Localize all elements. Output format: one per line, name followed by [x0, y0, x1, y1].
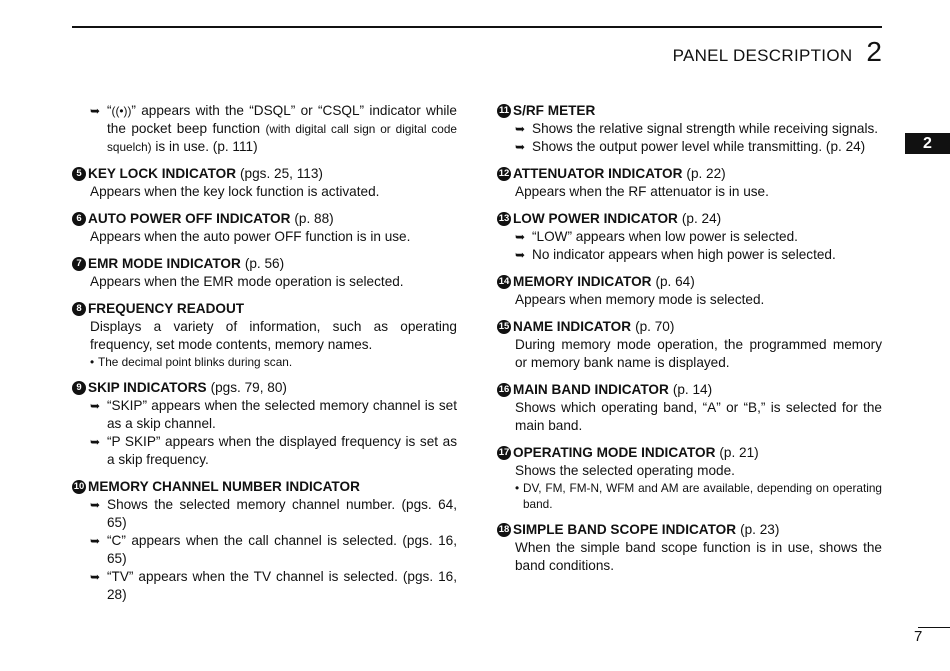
- section-heading: [72, 255, 457, 273]
- section-title: SIMPLE BAND SCOPE INDICATOR: [513, 522, 737, 537]
- section-number-badge: 5: [72, 167, 86, 181]
- section-title: MEMORY INDICATOR: [513, 274, 652, 289]
- page-reference: (pgs. 25, 113): [240, 166, 323, 181]
- page-number: 7: [914, 628, 923, 645]
- page-reference: (p. 22): [686, 166, 726, 181]
- section-title: MEMORY CHANNEL NUMBER INDICATOR: [88, 479, 360, 494]
- section-8: [72, 300, 457, 370]
- bullet-item: [497, 120, 882, 138]
- section-number-badge: 7: [72, 257, 86, 271]
- section-body: Shows which operating band, “A” or “B,” is selected for the main band.: [515, 400, 882, 433]
- bullet-item: [497, 228, 882, 246]
- section-title: KEY LOCK INDICATOR: [88, 166, 237, 181]
- page-reference: (p. 14): [672, 382, 713, 397]
- bullet-item: [72, 532, 457, 568]
- section-body: Appears when the auto power OFF function is in use.: [90, 229, 411, 244]
- pocket-beep-text: “((•))” appears with the “DSQL” or “CSQL” indicator while the pocket beep function (with digital call sign or digital code squelch) is in use. (p. 111): [107, 103, 457, 154]
- section-heading: [497, 444, 882, 462]
- bullet-text: No indicator appears when high power is selected.: [532, 247, 836, 262]
- section-title: ATTENUATOR INDICATOR: [513, 166, 683, 181]
- page-number-rule: [918, 627, 950, 628]
- chapter-number: 2: [866, 36, 882, 67]
- pocket-beep-icon: ((•)): [111, 104, 132, 118]
- section-note: [497, 480, 882, 512]
- page-reference: (pgs. 79, 80): [210, 380, 287, 395]
- arrow-bullet-icon: ➥: [90, 498, 101, 512]
- bullet-text: “P SKIP” appears when the displayed frequency is set as a skip frequency.: [107, 434, 457, 467]
- left-sections: [72, 165, 457, 604]
- right-column: [497, 102, 882, 584]
- section-number-badge: 18: [498, 524, 510, 535]
- section-title: FREQUENCY READOUT: [88, 301, 245, 316]
- bullet-item: [72, 496, 457, 532]
- section-body: Appears when the RF attenuator is in use.: [515, 184, 769, 199]
- section-number-badge: 6: [72, 212, 86, 226]
- chapter-tab: 2: [905, 133, 950, 154]
- pocket-beep-note: [72, 102, 457, 156]
- arrow-bullet-icon: ➥: [515, 248, 526, 262]
- section-heading: [497, 521, 882, 539]
- bullet-item: [72, 397, 457, 433]
- section-15: [497, 318, 882, 372]
- section-title: SKIP INDICATORS: [88, 380, 207, 395]
- header-rule: [72, 26, 882, 28]
- bullet-text: Shows the selected memory channel number. (pgs. 64, 65): [107, 497, 457, 530]
- arrow-bullet-icon: ➥: [515, 140, 526, 154]
- section-7: [72, 255, 457, 291]
- section-body: Displays a variety of information, such as operating frequency, set mode contents, memory names.: [90, 319, 457, 352]
- page-reference: (p. 24): [681, 211, 722, 226]
- section-number-badge: 17: [498, 447, 510, 458]
- section-title: AUTO POWER OFF INDICATOR: [88, 211, 291, 226]
- bullet-text: Shows the relative signal strength while receiving signals.: [532, 121, 879, 136]
- section-heading: [72, 379, 457, 397]
- bullet-text: “C” appears when the call channel is selected. (pgs. 16, 65): [107, 533, 457, 566]
- bullet-text: “SKIP” appears when the selected memory channel is set as a skip channel.: [107, 398, 457, 431]
- bullet-text: Shows the output power level while transmitting. (p. 24): [532, 139, 866, 154]
- bullet-text: “LOW” appears when low power is selected.: [532, 229, 798, 244]
- section-body: Appears when the key lock function is activated.: [90, 184, 380, 199]
- section-heading: [72, 210, 457, 228]
- page-reference: (p. 70): [635, 319, 675, 334]
- page-header: [673, 36, 882, 68]
- section-heading: [72, 165, 457, 183]
- page-reference: (p. 23): [740, 522, 780, 537]
- section-body: Appears when memory mode is selected.: [515, 292, 765, 307]
- section-14: [497, 273, 882, 309]
- section-heading: [497, 165, 882, 183]
- section-16: [497, 381, 882, 435]
- section-heading: [72, 478, 457, 496]
- section-heading: [497, 381, 882, 399]
- arrow-bullet-icon: ➥: [90, 399, 101, 413]
- right-sections: [497, 102, 882, 575]
- section-number-badge: 10: [73, 481, 85, 492]
- note-text: DV, FM, FM-N, WFM and AM are available, depending on operating band.: [523, 481, 882, 511]
- bullet-text: “TV” appears when the TV channel is selected. (pgs. 16, 28): [107, 569, 457, 602]
- bullet-dot-icon: •: [90, 355, 95, 369]
- page-reference: (p. 64): [655, 274, 695, 289]
- section-5: [72, 165, 457, 201]
- section-17: [497, 444, 882, 512]
- bullet-item: [497, 138, 882, 156]
- section-number-badge: 14: [498, 276, 510, 287]
- section-title: S/RF METER: [513, 103, 596, 118]
- section-12: [497, 165, 882, 201]
- section-title: MAIN BAND INDICATOR: [513, 382, 669, 397]
- note-text: The decimal point blinks during scan.: [98, 355, 293, 369]
- section-heading: [497, 318, 882, 336]
- header-title: PANEL DESCRIPTION: [672, 46, 853, 65]
- section-9: [72, 379, 457, 469]
- page-reference: (p. 56): [244, 256, 285, 271]
- section-note: [72, 354, 457, 370]
- section-body: Shows the selected operating mode.: [515, 463, 735, 478]
- section-6: [72, 210, 457, 246]
- section-body: When the simple band scope function is in use, shows the band conditions.: [515, 540, 882, 573]
- section-heading: [497, 210, 882, 228]
- arrow-bullet-icon: ➥: [90, 104, 101, 118]
- arrow-bullet-icon: ➥: [90, 570, 101, 584]
- bullet-item: [72, 433, 457, 469]
- page-reference: (p. 21): [719, 445, 759, 460]
- arrow-bullet-icon: ➥: [515, 122, 526, 136]
- section-heading: [497, 273, 882, 291]
- section-title: OPERATING MODE INDICATOR: [513, 445, 716, 460]
- arrow-bullet-icon: ➥: [515, 230, 526, 244]
- section-10: [72, 478, 457, 604]
- section-number-badge: 13: [498, 213, 510, 224]
- section-body: Appears when the EMR mode operation is selected.: [90, 274, 404, 289]
- section-heading: [497, 102, 882, 120]
- section-number-badge: 8: [72, 302, 86, 316]
- left-column: [72, 102, 457, 613]
- section-number-badge: 9: [72, 381, 86, 395]
- section-18: [497, 521, 882, 575]
- bullet-item: [72, 568, 457, 604]
- section-title: NAME INDICATOR: [513, 319, 632, 334]
- section-title: EMR MODE INDICATOR: [88, 256, 241, 271]
- section-11: [497, 102, 882, 156]
- section-number-badge: 16: [498, 384, 510, 395]
- section-number-badge: 11: [498, 105, 510, 116]
- page-reference: (p. 88): [294, 211, 334, 226]
- section-number-badge: 12: [498, 168, 510, 179]
- section-13: [497, 210, 882, 264]
- section-title: LOW POWER INDICATOR: [513, 211, 678, 226]
- section-heading: [72, 300, 457, 318]
- arrow-bullet-icon: ➥: [90, 435, 101, 449]
- bullet-item: [497, 246, 882, 264]
- arrow-bullet-icon: ➥: [90, 534, 101, 548]
- section-body: During memory mode operation, the programmed memory or memory bank name is displayed.: [515, 337, 882, 370]
- section-number-badge: 15: [498, 321, 510, 332]
- bullet-dot-icon: •: [515, 481, 520, 495]
